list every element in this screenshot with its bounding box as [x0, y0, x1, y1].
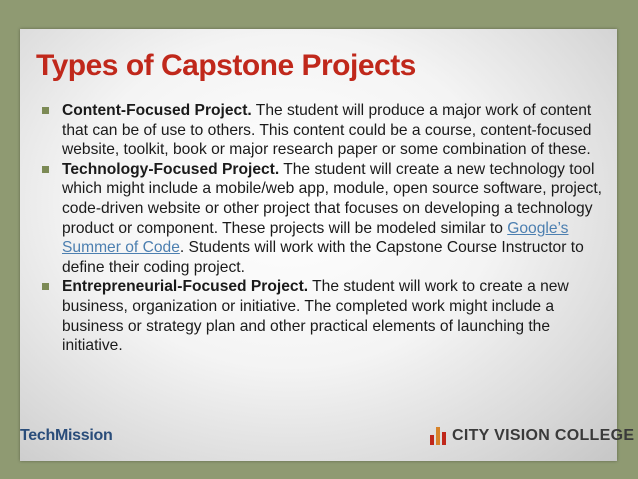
bullet-text: The student will create a new technology tool which might include a mobile/web app, module, open source software, project, code-driven website or other project that focuses on developing a technology product or component. These projects will be modeled similar to [62, 160, 603, 237]
slide-title: Types of Capstone Projects [36, 49, 416, 82]
city-vision-college-logo [430, 427, 634, 445]
bullet-text: The student will work to create a new business, organization or initiative. The completed work might include a business or strategy plan and other practical elements of launching the initiative. [62, 278, 569, 355]
bullet-lead: Technology-Focused Project. [62, 160, 280, 178]
college-bars-icon [430, 427, 446, 445]
summer-of-code-link[interactable]: Google’s Summer of Code [62, 219, 569, 257]
bullet-square-icon [42, 283, 49, 290]
bullet-square-icon [42, 107, 49, 114]
slide-panel [20, 29, 617, 461]
bullet-lead: Content-Focused Project. [62, 102, 252, 119]
bullet-lead: Entrepreneurial-Focused Project. [62, 278, 309, 296]
college-name: CITY VISION COLLEGE [452, 427, 635, 444]
bullet-item-content [42, 101, 602, 160]
techmission-logo: TechMission [20, 427, 113, 444]
bullet-text: The student will produce a major work of content that can be of use to others. This content could be a course, content-focused website, toolkit, book or major research paper or some combination of these. [62, 102, 592, 159]
bullet-text-after: . Students will work with the Capstone Course Instructor to define their coding project. [62, 239, 584, 276]
bullet-list [42, 101, 602, 356]
bullet-item-entrepreneurial [42, 277, 602, 355]
bullet-square-icon [42, 166, 49, 173]
bullet-item-technology [42, 160, 602, 278]
